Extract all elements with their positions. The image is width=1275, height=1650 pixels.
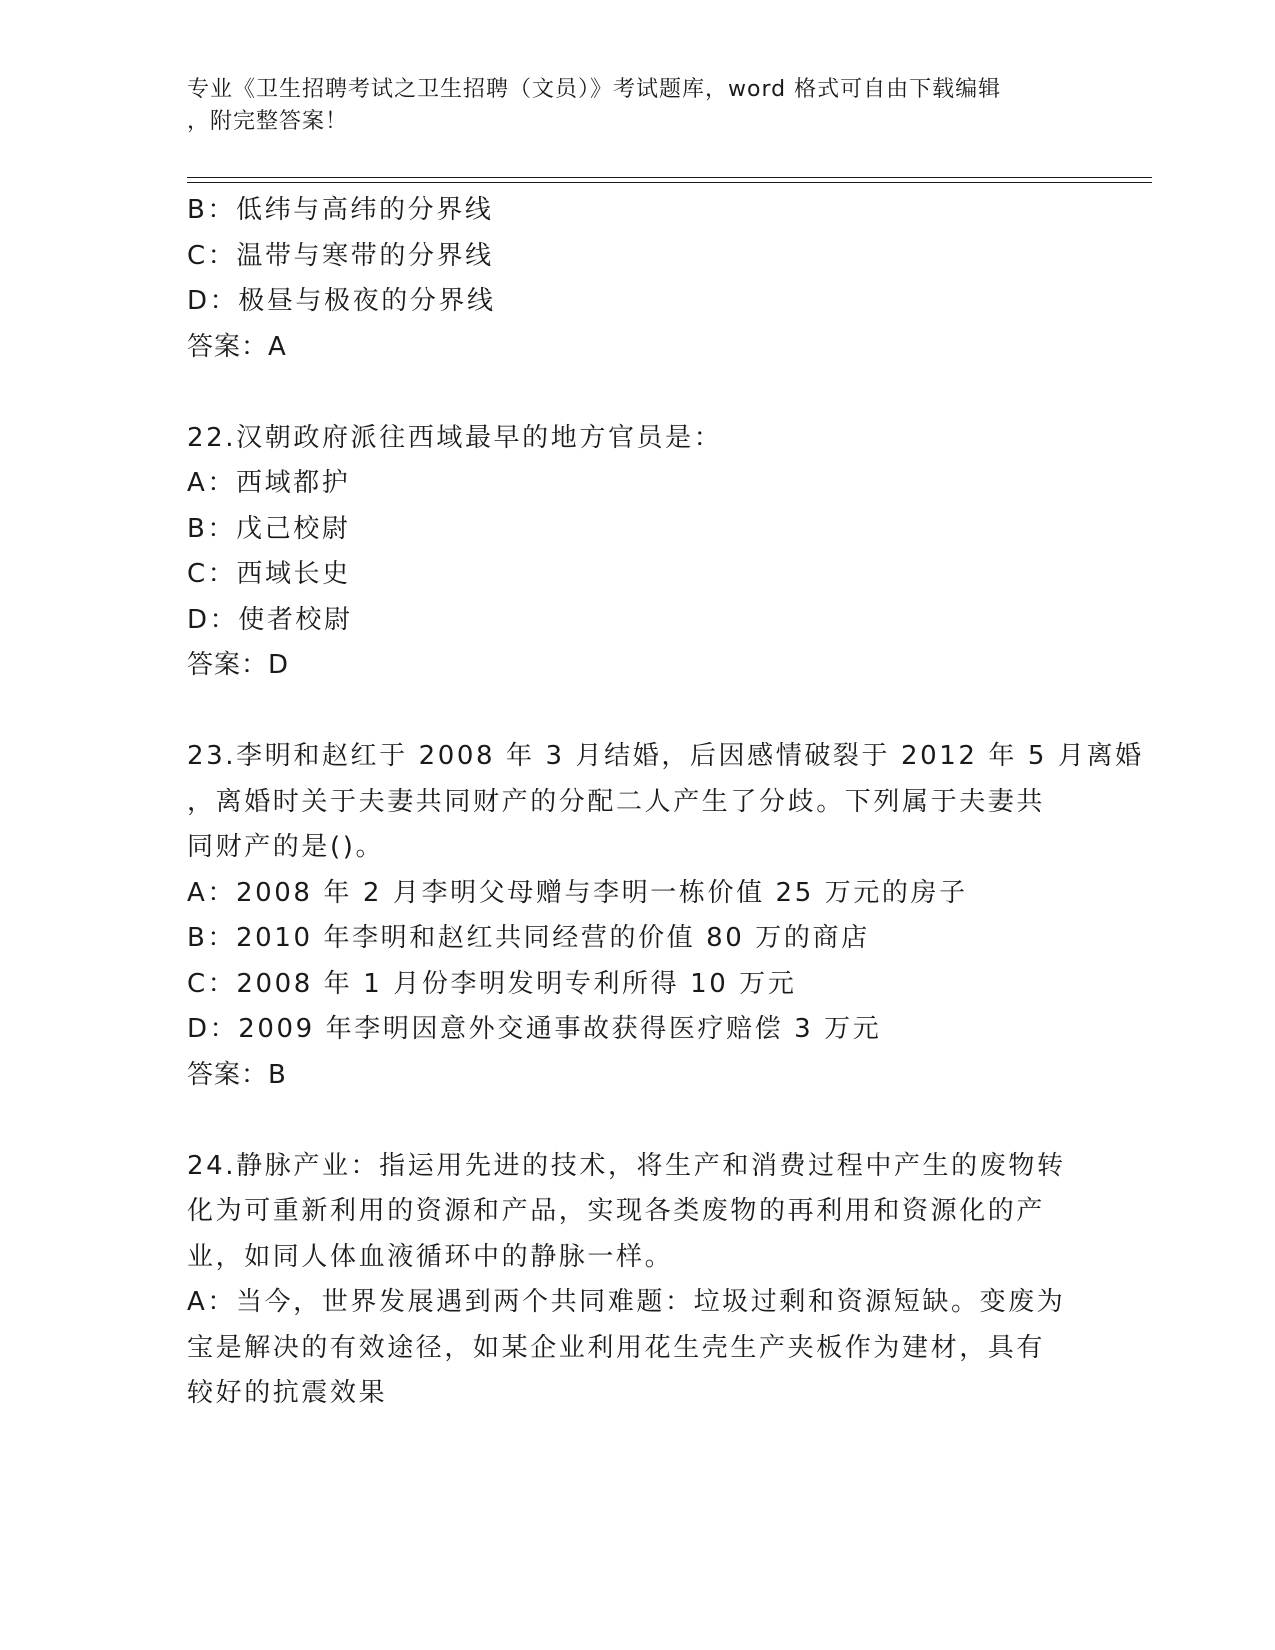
- q23-option-c: C：2008 年 1 月份李明发明专利所得 10 万元: [187, 968, 797, 999]
- spacer: [187, 370, 1087, 416]
- question-list: [187, 188, 1144, 1417]
- q24-option-a-line-3: 较好的抗震效果: [187, 1378, 388, 1408]
- q23-option-a: A：2008 年 2 月李明父母赠与李明一栋价值 25 万元的房子: [187, 877, 968, 908]
- q23-option-d: D：2009 年李明因意外交通事故获得医疗赔偿 3 万元: [187, 1014, 882, 1044]
- q22-option-a: A：西域都护: [187, 468, 351, 498]
- q22-option-b: B：戊己校尉: [187, 513, 351, 544]
- q23-question-line-1: 23.李明和赵红于 2008 年 3 月结婚，后因感情破裂于 2012 年 5 月离婚: [187, 741, 1144, 771]
- header-divider-bottom: [187, 182, 1152, 183]
- header-line-1: 专业《卫生招聘考试之卫生招聘（文员）》考试题库，word 格式可自由下载编辑: [187, 77, 1002, 102]
- header-divider-top: [187, 177, 1152, 178]
- question-21: [187, 188, 1087, 370]
- q22-option-c: C：西域长史: [187, 559, 351, 589]
- q21-option-c: C：温带与寒带的分界线: [187, 240, 494, 271]
- q21-option-b: B：低纬与高纬的分界线: [187, 195, 494, 225]
- q23-answer: 答案：B: [187, 1059, 287, 1090]
- header-line-2: ，附完整答案！: [187, 109, 349, 134]
- q24-option-a-line-1: A：当今，世界发展遇到两个共同难题：垃圾过剩和资源短缺。变废为: [187, 1287, 1066, 1317]
- q23-question-line-3: 同财产的是()。: [187, 832, 385, 862]
- q24-question-line-3: 业，如同人体血液循环中的静脉一样。: [187, 1241, 674, 1272]
- q22-answer: 答案：D: [187, 650, 290, 680]
- q24-question-line-1: 24.静脉产业：指运用先进的技术，将生产和消费过程中产生的废物转: [187, 1150, 1066, 1181]
- q24-question-line-2: 化为可重新利用的资源和产品，实现各类废物的再利用和资源化的产: [187, 1196, 1046, 1226]
- q21-answer: 答案：A: [187, 331, 287, 362]
- q22-question: 22.汉朝政府派往西域最早的地方官员是：: [187, 422, 723, 453]
- question-22: [187, 416, 1087, 689]
- q24-option-a-line-2: 宝是解决的有效途径，如某企业利用花生壳生产夹板作为建材，具有: [187, 1332, 1046, 1363]
- q23-option-b: B：2010 年李明和赵红共同经营的价值 80 万的商店: [187, 923, 870, 953]
- question-24: [187, 1144, 1087, 1417]
- q23-question-line-2: ，离婚时关于夫妻共同财产的分配二人产生了分歧。下列属于夫妻共: [187, 786, 1046, 817]
- q21-option-d: D：极昼与极夜的分界线: [187, 286, 496, 316]
- spacer: [187, 689, 1087, 735]
- spacer: [187, 1098, 1087, 1144]
- question-23: [187, 734, 1144, 1098]
- document-header: [187, 74, 1067, 138]
- q22-option-d: D：使者校尉: [187, 604, 353, 635]
